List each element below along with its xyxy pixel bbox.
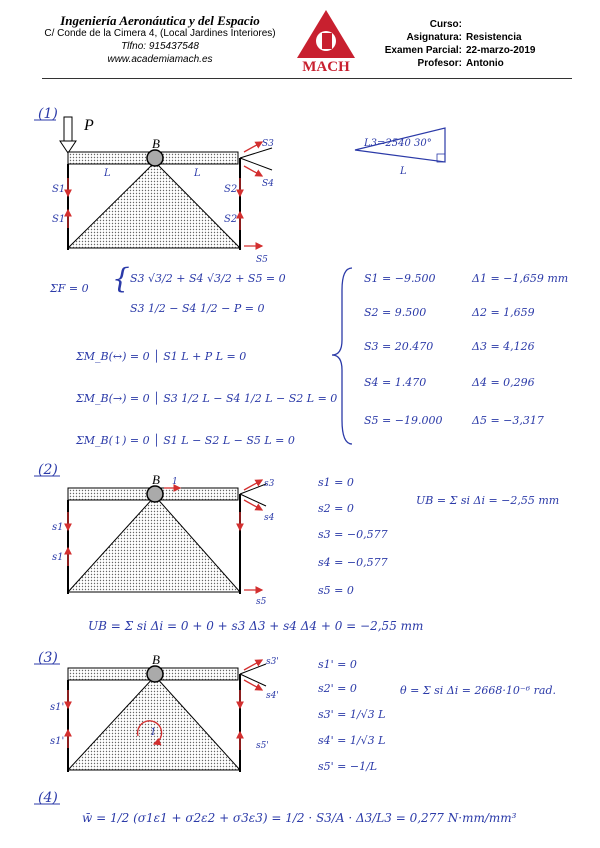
result-s2: S2 = 9.500 xyxy=(364,306,427,319)
section-1 xyxy=(34,106,568,447)
geometry-L: L xyxy=(400,166,407,177)
bar-label-3-s1-top: s1' xyxy=(50,702,65,713)
bar-label-s2-bottom: S2 xyxy=(224,214,238,225)
eq-sum-forces: ΣF = 0 xyxy=(50,282,89,295)
node-B-3: B xyxy=(152,652,160,667)
s3-val-1: s1' = 0 xyxy=(318,658,357,671)
bar-label-2-s3: s3 xyxy=(264,479,275,489)
s3-val-4: s4' = 1/√3 L xyxy=(318,734,386,747)
section-4 xyxy=(34,790,517,825)
value-profesor: Antonio xyxy=(466,58,504,69)
length-L-left: L xyxy=(104,168,111,179)
result-d1: Δ1 = −1,659 mm xyxy=(472,272,569,285)
section-2-number: (2) xyxy=(38,462,58,478)
s2-formula: UB = Σ si Δi = −2,55 mm xyxy=(416,494,560,507)
s2-val-3: s3 = −0,577 xyxy=(318,528,388,541)
result-d2: Δ2 = 1,659 xyxy=(472,306,535,319)
s4-formula: w̄ = 1/2 (σ1ε1 + σ2ε2 + σ3ε3) = 1/2 · S3/A · Δ3/L3 = 0,277 N·mm/mm³ xyxy=(82,811,517,825)
node-B-1: B xyxy=(152,136,160,151)
eq-force-1: S3 √3/2 + S4 √3/2 + S5 = 0 xyxy=(130,272,286,285)
result-d4: Δ4 = 0,296 xyxy=(472,376,535,389)
label-profesor: Profesor: xyxy=(417,58,462,69)
bar-label-3-s5: s5' xyxy=(256,741,269,751)
bar-label-3-s1-bottom: s1' xyxy=(50,736,65,747)
bar-label-s2-top: S2 xyxy=(224,184,238,195)
svg-text:{: { xyxy=(112,262,130,295)
result-s4: S4 = 1.470 xyxy=(364,376,427,389)
bar-label-s1-bottom: S1 xyxy=(52,214,66,225)
bar-label-s4: S4 xyxy=(262,179,274,189)
section-2 xyxy=(34,462,559,633)
s2-val-5: s5 = 0 xyxy=(318,584,354,597)
section-1-number: (1) xyxy=(38,106,58,122)
result-d3: Δ3 = 4,126 xyxy=(472,340,535,353)
bar-label-2-s5: s5 xyxy=(256,597,267,607)
s3-val-3: s3' = 1/√3 L xyxy=(318,708,386,721)
section-4-number: (4) xyxy=(38,790,58,806)
school-name: Ingeniería Aeronáutica y del Espacio xyxy=(60,13,260,28)
load-arrow xyxy=(60,117,76,153)
structure-3 xyxy=(68,664,266,772)
unit-moment: 1 xyxy=(150,727,157,738)
section-3-number: (3) xyxy=(38,650,58,666)
length-L-right: L xyxy=(194,168,201,179)
node-B-2: B xyxy=(152,472,160,487)
bar-label-s3: S3 xyxy=(262,139,274,149)
phone: Tlfno: 915437548 xyxy=(121,41,199,52)
structure-2 xyxy=(68,484,266,594)
logo-text: MACH xyxy=(302,59,350,74)
value-examen: 22-marzo-2019 xyxy=(466,45,536,56)
structure-1 xyxy=(68,148,272,250)
result-s5: S5 = −19.000 xyxy=(364,414,443,427)
value-asignatura: Resistencia xyxy=(466,32,522,43)
load-label: P xyxy=(84,117,94,134)
s2-val-2: s2 = 0 xyxy=(318,502,354,515)
s2-val-4: s4 = −0,577 xyxy=(318,556,388,569)
bar-label-3-s3: s3' xyxy=(266,657,279,667)
unit-load: 1 xyxy=(172,477,178,487)
s2-sum: UB = Σ si Δi = 0 + 0 + s3 Δ3 + s4 Δ4 + 0 = −2,55 mm xyxy=(88,619,424,633)
s3-val-2: s2' = 0 xyxy=(318,682,357,695)
label-examen: Examen Parcial: xyxy=(384,45,462,56)
result-d5: Δ5 = −3,317 xyxy=(472,414,544,427)
website-link[interactable]: www.academiamach.es xyxy=(107,54,213,65)
bar-label-2-s4: s4 xyxy=(264,513,275,523)
section-3 xyxy=(34,650,556,773)
label-curso: Curso: xyxy=(429,19,462,30)
result-s1: S1 = −9.500 xyxy=(364,272,436,285)
s2-val-1: s1 = 0 xyxy=(318,476,354,489)
s3-formula: θ = Σ si Δi = 2668·10⁻⁶ rad. xyxy=(400,684,556,697)
address: C/ Conde de la Cimera 4, (Local Jardines Interiores) xyxy=(44,28,276,39)
bar-label-3-s4: s4' xyxy=(266,691,279,701)
eq-moment-3: ΣM_B(↕) = 0 │ S1 L − S2 L − S5 L = 0 xyxy=(76,434,295,447)
geometry-note: L3=2540 30° xyxy=(364,138,432,149)
bar-label-2-s1-top: s1 xyxy=(52,522,64,533)
eq-force-2: S3 1/2 − S4 1/2 − P = 0 xyxy=(130,302,265,315)
eq-moment-1: ΣM_B(↔) = 0 │ S1 L + P L = 0 xyxy=(76,350,247,363)
bar-label-s5: S5 xyxy=(256,255,268,265)
eq-moment-2: ΣM_B(→) = 0 │ S3 1/2 L − S4 1/2 L − S2 L = 0 xyxy=(76,392,338,405)
s3-val-5: s5' = −1/L xyxy=(318,760,378,773)
bar-label-s1-top: S1 xyxy=(52,184,66,195)
label-asignatura: Asignatura: xyxy=(406,32,462,43)
result-s3: S3 = 20.470 xyxy=(364,340,434,353)
bar-label-2-s1-bottom: s1 xyxy=(52,552,64,563)
